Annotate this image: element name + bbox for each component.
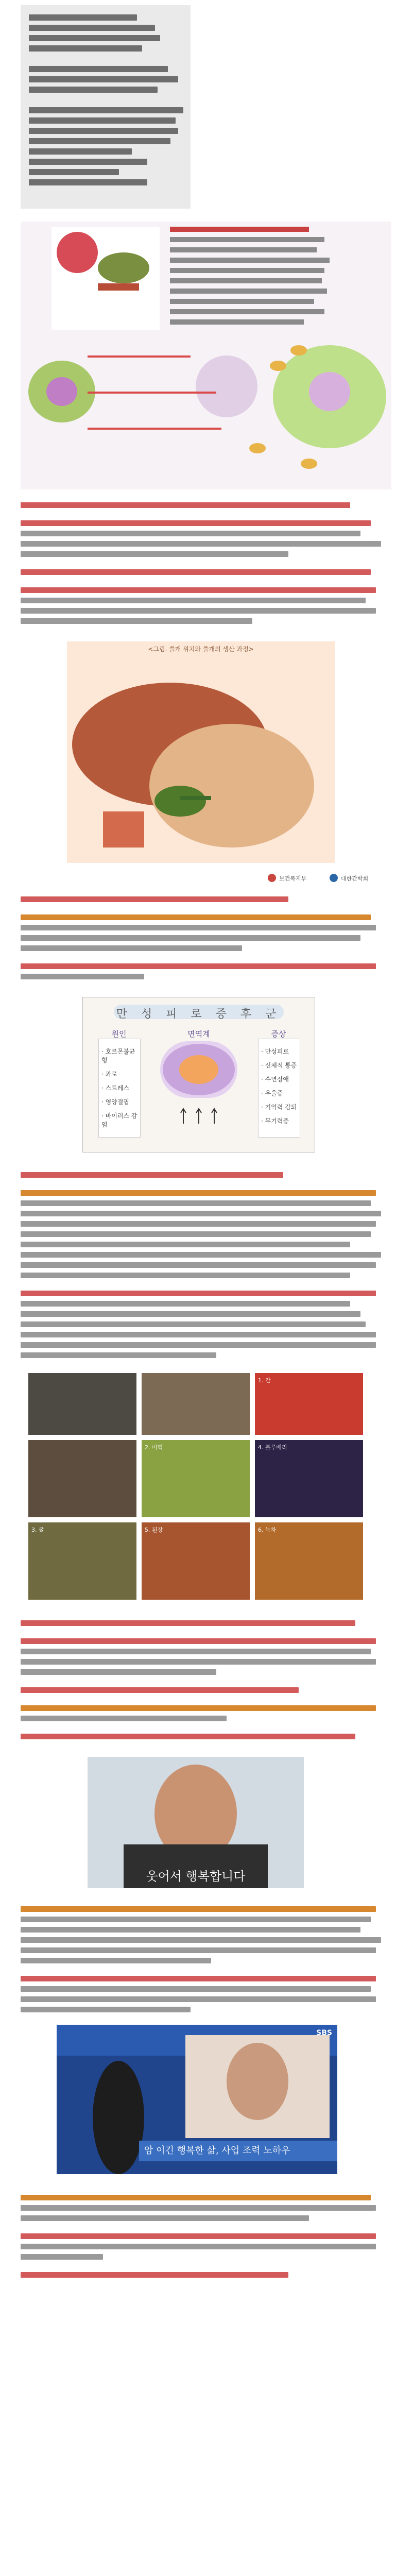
food-label: 5. 된장 <box>145 1527 163 1533</box>
text-line <box>21 1221 376 1227</box>
cause-item: · 호르몬불균형 <box>101 1048 135 1064</box>
ministry-logo-icon <box>268 874 276 882</box>
bile-metabolism-diagram <box>21 222 391 489</box>
cause-item: · 바이러스 감염 <box>101 1112 137 1128</box>
text-line <box>21 1659 376 1665</box>
text-line <box>21 2007 191 2012</box>
text-line <box>21 1937 381 1943</box>
text-line <box>21 1332 376 1337</box>
center-label: 면역계 <box>187 1029 210 1039</box>
chronic-fatigue-chart <box>82 997 315 1153</box>
intro-text-line <box>29 76 178 82</box>
text-line <box>21 1301 350 1307</box>
food-label: 1. 간 <box>258 1377 271 1384</box>
text-line <box>21 1252 381 1258</box>
arrows-up <box>176 1106 222 1126</box>
food-photo-grid <box>28 1373 363 1602</box>
text-line <box>21 1242 350 1247</box>
symptom-item: · 무기력증 <box>261 1117 289 1125</box>
symptom-item: · 신체적 통증 <box>261 1062 297 1069</box>
text-line <box>21 914 371 920</box>
food-photo <box>255 1522 363 1600</box>
text-line <box>21 1262 376 1268</box>
text-line <box>21 541 381 547</box>
text-line <box>21 1927 360 1933</box>
text-line <box>21 502 350 508</box>
news-ribbon: 암 이긴 행복한 삶, 사업 조력 노하우 <box>139 2141 337 2161</box>
text-line <box>21 1687 299 1693</box>
text-line <box>21 945 242 951</box>
symptom-list <box>261 1047 298 1130</box>
logo-text-2: 대한간학회 <box>341 875 369 882</box>
text-line <box>21 2254 103 2260</box>
text-line <box>21 1342 376 1348</box>
cause-title: 원인 <box>111 1029 127 1039</box>
text-line <box>21 1947 376 1953</box>
food-photo <box>255 1440 363 1517</box>
text-line <box>21 963 376 969</box>
text-line <box>21 2244 376 2249</box>
text-line <box>21 1200 371 1206</box>
text-line <box>21 1211 381 1216</box>
text-line <box>21 974 144 979</box>
intro-text-line <box>29 117 176 124</box>
intro-text-line <box>29 148 132 155</box>
text-line <box>21 1231 371 1237</box>
smiling-man-photo <box>88 1757 304 1888</box>
intro-text-line <box>29 128 178 134</box>
text-line <box>21 1311 360 1317</box>
food-label: 6. 녹차 <box>258 1527 277 1533</box>
intro-text-line <box>29 179 147 185</box>
text-line <box>21 1958 211 1963</box>
text-line <box>21 1996 376 2002</box>
cause-item: · 스트레스 <box>101 1084 129 1092</box>
text-line <box>21 1917 371 1922</box>
cause-item: · 과로 <box>101 1071 117 1078</box>
text-line <box>21 2215 309 2221</box>
logos-row <box>268 871 391 886</box>
text-line <box>21 1172 283 1178</box>
chart-title: 만 성 피 로 증 후 군 <box>116 1008 282 1021</box>
symptom-title: 증상 <box>271 1029 286 1039</box>
symptom-item: · 수면장애 <box>261 1076 289 1083</box>
text-line <box>21 1638 376 1644</box>
text-line <box>21 531 360 536</box>
food-photo <box>255 1373 363 1435</box>
text-line <box>21 896 288 902</box>
text-line <box>21 1620 355 1626</box>
photo-caption: 웃어서 행복합니다 <box>146 1869 246 1884</box>
food-photo <box>142 1373 250 1435</box>
liver-caption: <그림. 쓸개 위치와 쓸개의 생산 과정> <box>148 646 254 653</box>
symptom-item: · 기억력 감퇴 <box>261 1104 297 1111</box>
intro-text-line <box>29 159 147 165</box>
text-line <box>21 520 371 526</box>
text-line <box>21 1906 376 1912</box>
intro-text-line <box>29 45 142 52</box>
sbs-logo: SBS <box>316 2029 332 2037</box>
text-line <box>21 1649 371 1654</box>
food-photo <box>28 1522 136 1600</box>
text-line <box>21 1705 376 1711</box>
text-line <box>21 925 376 930</box>
text-line <box>21 1273 350 1278</box>
food-photo <box>142 1522 250 1600</box>
text-line <box>21 2233 376 2239</box>
intro-text-line <box>29 66 168 72</box>
food-label: 3. 굴 <box>31 1527 44 1533</box>
symptom-item: · 우울증 <box>261 1090 283 1097</box>
logo-text-1: 보건복지부 <box>279 875 307 882</box>
text-line <box>21 2272 288 2278</box>
intro-text-line <box>29 25 155 31</box>
text-line <box>21 1352 216 1358</box>
text-line <box>21 935 360 941</box>
news-screenshot <box>57 2025 337 2174</box>
food-photo <box>28 1440 136 1517</box>
cause-list <box>101 1047 139 1134</box>
symptom-item: · 만성피로 <box>261 1048 289 1055</box>
cause-item: · 영양결핍 <box>101 1098 129 1106</box>
text-line <box>21 1734 355 1739</box>
text-line <box>21 2195 371 2200</box>
text-line <box>21 551 288 557</box>
text-line <box>21 2205 376 2211</box>
text-line <box>21 1321 366 1327</box>
text-line <box>21 1291 376 1296</box>
food-label: 2. 미역 <box>145 1444 163 1451</box>
intro-text-line <box>29 14 137 21</box>
text-line <box>21 1986 371 1992</box>
text-line <box>21 1976 376 1981</box>
intro-text-line <box>29 107 183 113</box>
association-logo-icon <box>330 874 338 882</box>
text-line <box>21 608 376 614</box>
text-line <box>21 1669 216 1675</box>
food-photo <box>28 1373 136 1435</box>
text-line <box>21 569 371 575</box>
brain-illustration <box>160 1041 237 1098</box>
text-line <box>21 1716 227 1721</box>
liver-gallbladder-illustration <box>67 641 335 863</box>
text-line <box>21 587 376 593</box>
text-line <box>21 618 252 624</box>
text-line <box>21 1190 376 1196</box>
intro-text-line <box>29 87 158 93</box>
intro-text-line <box>29 35 160 41</box>
intro-text-line <box>29 138 170 144</box>
food-photo <box>142 1440 250 1517</box>
intro-text-line <box>29 169 119 175</box>
text-line <box>21 598 366 603</box>
food-label: 4. 블루베리 <box>258 1444 287 1451</box>
